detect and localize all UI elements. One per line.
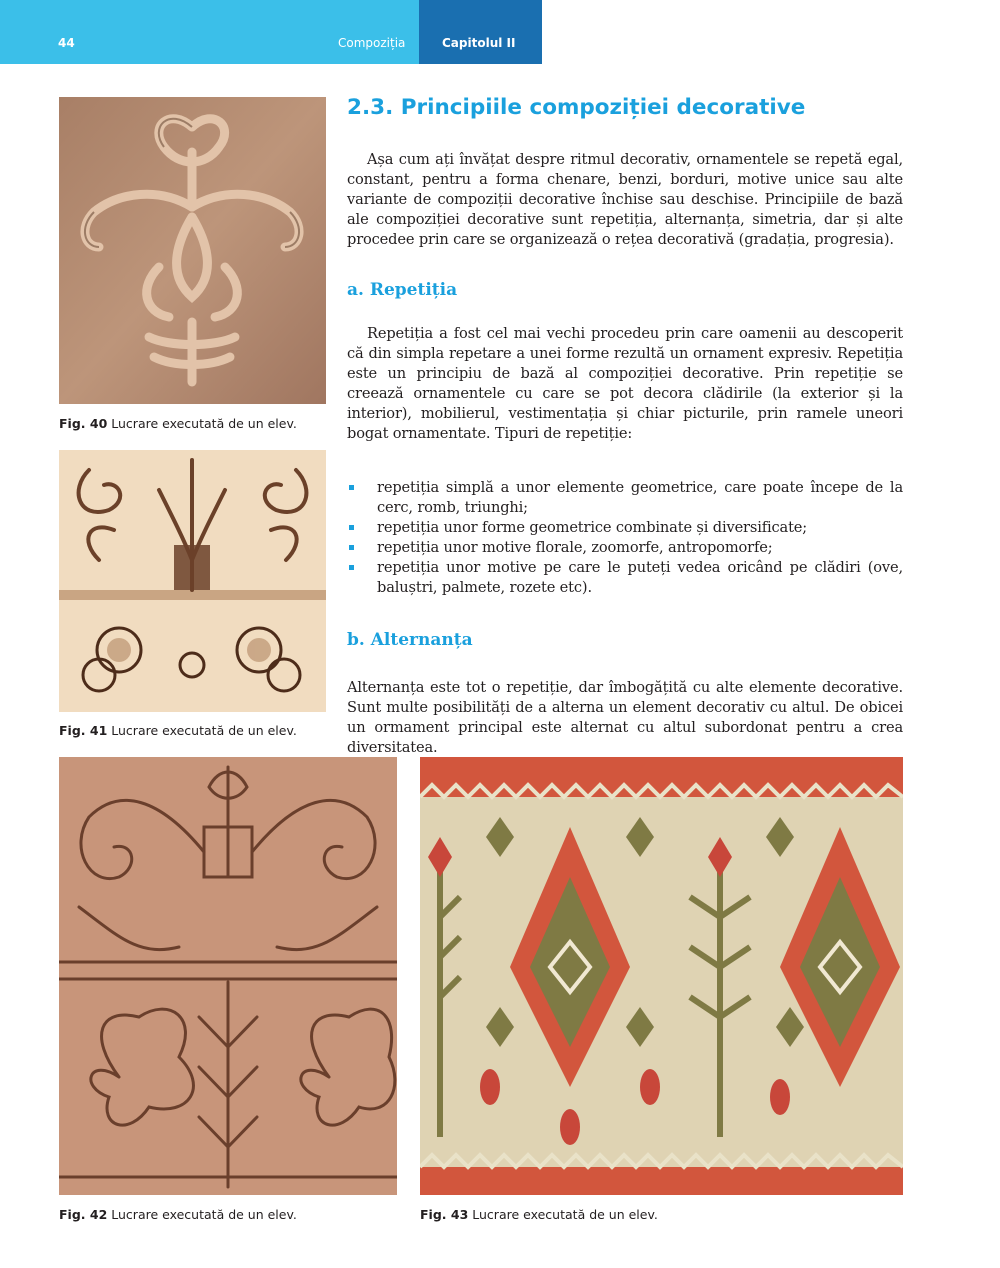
section-title: 2.3. Principiile compoziției decorative	[347, 95, 806, 120]
figure-caption-text: Lucrare executată de un elev.	[111, 1207, 297, 1222]
chapter-tab	[419, 0, 542, 64]
bullet-icon	[349, 485, 354, 490]
running-section-title: Compoziția	[338, 36, 406, 50]
figure-42-image	[59, 757, 397, 1195]
figure-43-image	[420, 757, 903, 1195]
page-number: 44	[58, 36, 75, 50]
figure-40-image	[59, 97, 326, 404]
heading-repetitia: a. Repetiția	[347, 280, 458, 300]
bullet-icon	[349, 545, 354, 550]
running-chapter-title: Capitolul II	[442, 36, 516, 50]
intro-paragraph: Așa cum ați învățat despre ritmul decorativ, ornamentele se repetă egal, constant, pentru a forma chenare, benzi, borduri, motive unice sau alte variante de compoziții decorative închise sau deschise. Principiile de bază ale compoziției decorative sunt repetiția, alternanța, simetria, dar și alte procedee prin care se organizează o rețea decorativă (gradația, progresia).	[347, 151, 903, 248]
list-item: repetiția unor motive pe care le puteți vedea oricând pe clădiri (ove, baluștri, palmete, rozete etc).	[347, 558, 903, 598]
figure-label: Fig. 40	[59, 416, 108, 431]
figure-43-caption	[420, 1207, 658, 1222]
figure-caption-text: Lucrare executată de un elev.	[111, 723, 297, 738]
figure-41-caption	[59, 723, 297, 738]
repetition-types-list	[347, 478, 903, 598]
figure-40-caption	[59, 416, 297, 431]
alternanta-paragraph: Alternanța este tot o repetiție, dar îmbogățită cu alte elemente decorative. Sunt multe posibilități de a alterna un element decorativ cu altul. De obicei un ormament principal este alternat cu altul subordonat pentru a crea diversitatea.	[347, 679, 903, 756]
list-item: repetiția unor forme geometrice combinate și diversificate;	[347, 518, 903, 538]
figure-label: Fig. 42	[59, 1207, 108, 1222]
bullet-icon	[349, 525, 354, 530]
repetitia-paragraph: Repetiția a fost cel mai vechi procedeu prin care oamenii au descoperit că din simpla repetare a unei forme rezultă un ornament expresiv. Repetiția este un principiu de bază al compoziției decorative. Prin repetiție se creează ornamentele cu care se pot decora clădirile (la exterior și la interior), mobilierul, vestimentația și chiar picturile, prin ramele uneori bogat ornamentate. Tipuri de repetiție:	[347, 325, 903, 442]
figure-label: Fig. 41	[59, 723, 108, 738]
list-item: repetiția unor motive florale, zoomorfe, antropomorfe;	[347, 538, 903, 558]
list-item: repetiția simplă a unor elemente geometrice, care poate începe de la cerc, romb, triunghi;	[347, 478, 903, 518]
figure-42-caption	[59, 1207, 297, 1222]
figure-caption-text: Lucrare executată de un elev.	[111, 416, 297, 431]
heading-alternanta: b. Alternanța	[347, 630, 473, 650]
bullet-icon	[349, 565, 354, 570]
figure-41-image	[59, 450, 326, 712]
figure-caption-text: Lucrare executată de un elev.	[472, 1207, 658, 1222]
figure-label: Fig. 43	[420, 1207, 469, 1222]
header-band	[0, 0, 419, 64]
